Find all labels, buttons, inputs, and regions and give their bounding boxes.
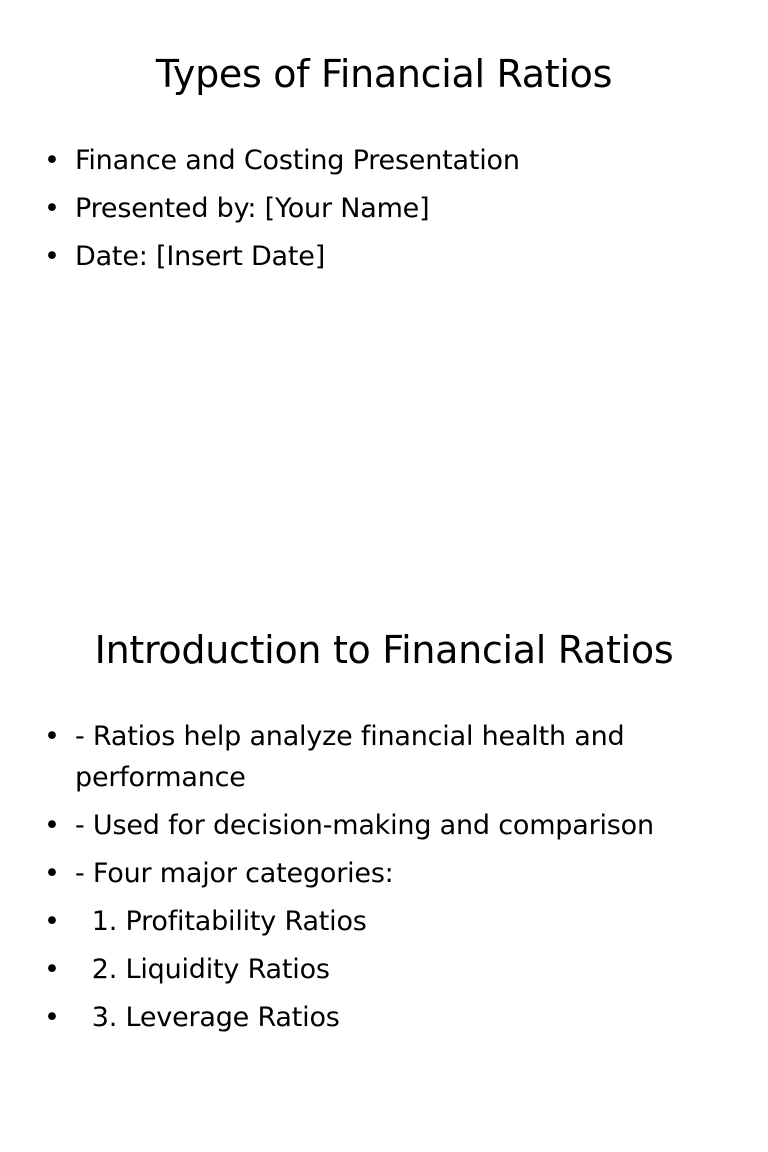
bullet-text: 3. Leverage Ratios xyxy=(75,1002,340,1033)
bullet-icon: • xyxy=(44,721,60,752)
bullet-item xyxy=(44,188,724,229)
bullet-icon: • xyxy=(44,145,60,176)
slide-2 xyxy=(0,576,768,1152)
bullet-item xyxy=(44,949,724,990)
bullet-text: - Ratios help analyze financial health and performance xyxy=(75,721,625,793)
bullet-icon: • xyxy=(44,1002,60,1033)
bullet-item xyxy=(44,853,724,894)
bullet-text: Presented by: [Your Name] xyxy=(75,193,430,224)
slide-title: Types of Financial Ratios xyxy=(155,52,613,96)
bullet-text: Date: [Insert Date] xyxy=(75,241,326,272)
bullet-icon: • xyxy=(44,810,60,841)
bullet-icon: • xyxy=(44,193,60,224)
bullet-icon: • xyxy=(44,906,60,937)
bullet-text: - Four major categories: xyxy=(75,858,394,889)
bullet-list xyxy=(44,140,724,284)
bullet-text: 2. Liquidity Ratios xyxy=(75,954,330,985)
bullet-item xyxy=(44,997,724,1038)
bullet-text: 1. Profitability Ratios xyxy=(75,906,367,937)
bullet-item xyxy=(44,140,724,181)
bullet-text: Finance and Costing Presentation xyxy=(75,145,520,176)
bullet-item xyxy=(44,716,724,798)
bullet-item xyxy=(44,901,724,942)
bullet-item xyxy=(44,236,724,277)
bullet-list xyxy=(44,716,724,1045)
bullet-icon: • xyxy=(44,954,60,985)
bullet-text: - Used for decision-making and comparison xyxy=(75,810,654,841)
slide-title: Introduction to Financial Ratios xyxy=(94,628,674,672)
bullet-item xyxy=(44,805,724,846)
bullet-icon: • xyxy=(44,858,60,889)
bullet-icon: • xyxy=(44,241,60,272)
